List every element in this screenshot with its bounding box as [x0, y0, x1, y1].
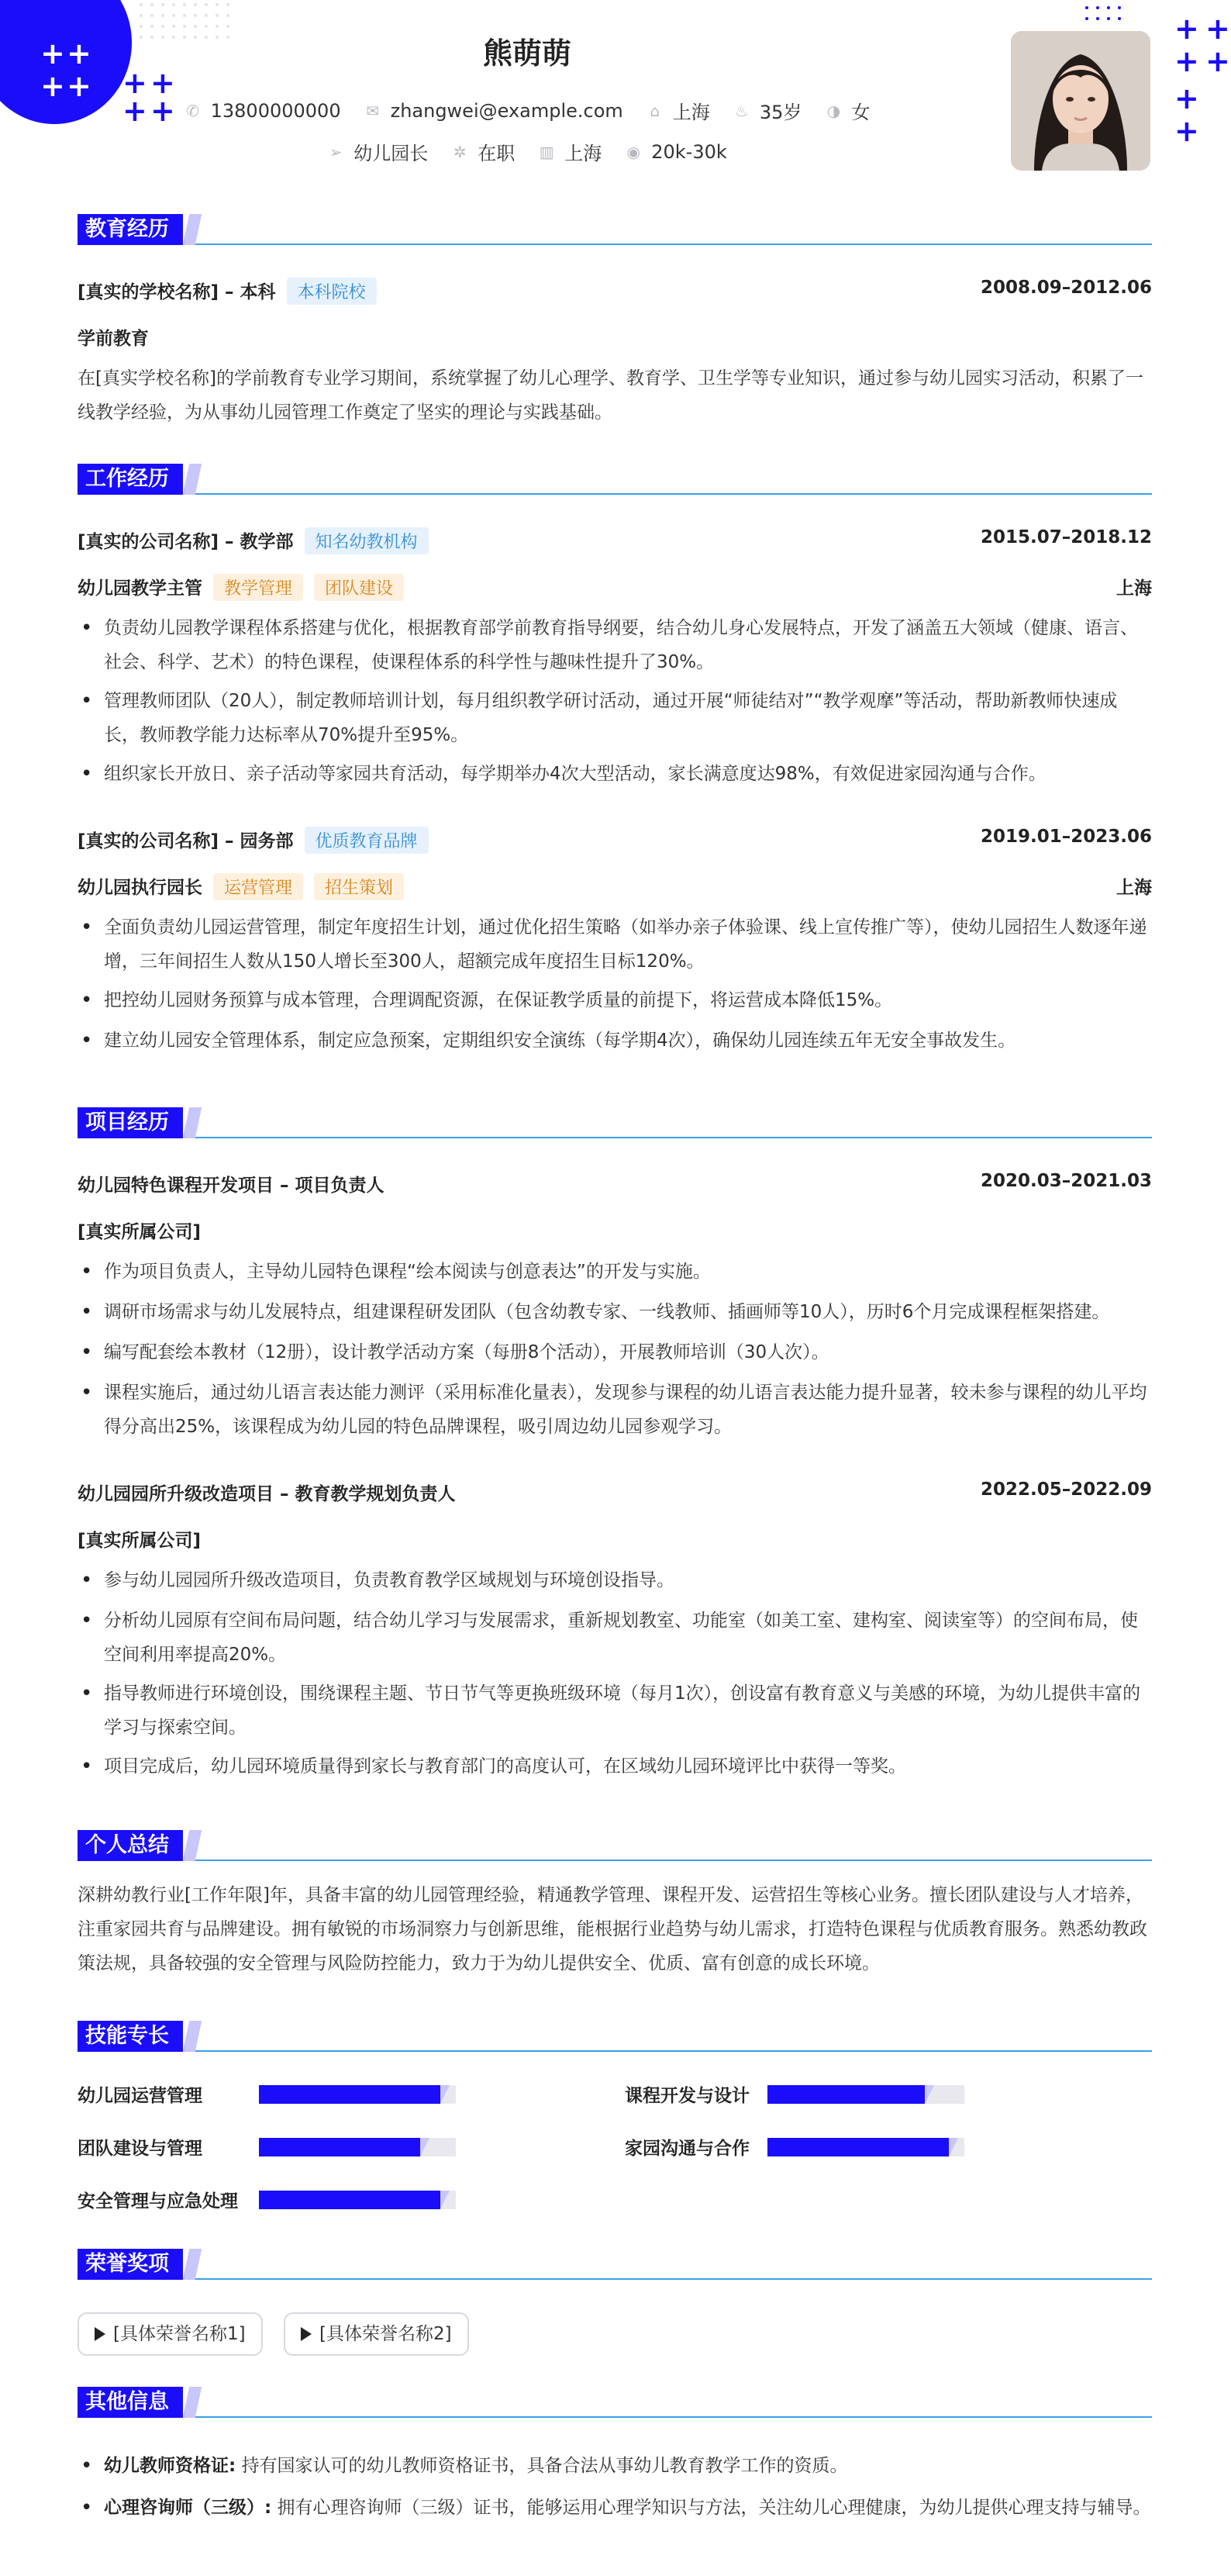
list-item: • 分析幼儿园原有空间布局问题，结合幼儿学习与发展需求，重新规划教室、功能室（如美工室、建构室、阅读室等）的空间布局，使空间利用率提高20%。	[78, 1604, 1152, 1672]
work-section	[78, 464, 1152, 1084]
education-period: 2008.09–2012.06	[980, 278, 1152, 298]
role-tag: 团队建设	[314, 574, 404, 601]
section-title-tail	[183, 2387, 202, 2418]
list-item: • 负责幼儿园教学课程体系搭建与优化，根据教育部学前教育指导纲要，结合幼儿身心发展特点，开发了涵盖五大领域（健康、语言、社会、科学、艺术）的特色课程，使课程体系的科学性与趣味性提升了30%。	[78, 611, 1152, 679]
list-item: • 组织家长开放日、亲子活动等家园共育活动，每学期举办4次大型活动，家长满意度达98%，有效促进家园沟通与合作。	[78, 757, 1152, 791]
target-city-item	[538, 138, 602, 165]
section-header	[78, 2387, 1152, 2418]
list-item: • 项目完成后，幼儿园环境质量得到家长与教育部门的高度认可，在区域幼儿园环境评比中获得一等奖。	[78, 1749, 1152, 1784]
city-item	[647, 97, 710, 124]
list-item: • 作为项目负责人，主导幼儿园特色课程“绘本阅读与创意表达”的开发与实施。	[78, 1255, 1152, 1289]
section-title-tail	[183, 2249, 202, 2280]
plus-icon: +	[40, 69, 65, 103]
work-period: 2019.01–2023.06	[980, 827, 1152, 847]
target-city-value: 上海	[564, 143, 602, 164]
skill-name: 幼儿园运营管理	[78, 2086, 202, 2106]
work-period: 2015.07–2018.12	[980, 527, 1152, 547]
skill-bar-fill	[767, 2085, 925, 2104]
age-item	[733, 97, 802, 124]
plus-icon: +	[1205, 12, 1230, 46]
skill-bar	[767, 2085, 964, 2104]
section-title: 荣誉奖项	[78, 2249, 183, 2280]
project-title: 幼儿园特色课程开发项目 – 项目负责人	[78, 1176, 384, 1196]
work-location: 上海	[1116, 878, 1152, 898]
age-value: 35岁	[759, 102, 802, 123]
section-title-tail	[183, 1830, 202, 1861]
candidate-name: 熊萌萌	[482, 36, 571, 71]
plus-icon: +	[67, 36, 91, 71]
school-tag: 本科院校	[287, 278, 377, 305]
skills-section	[78, 2021, 1152, 2222]
section-header	[78, 2021, 1152, 2052]
skill-bar-fill	[259, 2191, 440, 2209]
role-tag: 运营管理	[213, 873, 303, 900]
education-major: 学前教育	[78, 329, 149, 349]
skill-item	[625, 2134, 964, 2160]
project-company: [真实所属公司]	[78, 1531, 202, 1551]
contact-row	[0, 94, 1054, 128]
section-title-tail	[183, 214, 202, 245]
role-title: 幼儿园教学主管	[78, 578, 202, 599]
plus-icon: +	[150, 66, 175, 100]
work-entry-header	[78, 527, 1152, 554]
section-title-tail	[183, 1107, 202, 1138]
section-title: 技能专长	[78, 2021, 183, 2052]
phone-icon: ✆	[186, 101, 199, 120]
plus-icon: +	[122, 94, 147, 128]
list-item: • 把控幼儿园财务预算与成本管理，合理调配资源，在保证教学质量的前提下，将运营成本降低15%。	[78, 983, 1152, 1017]
avatar	[1011, 31, 1150, 171]
education-entry-header	[78, 278, 1152, 305]
projects-section	[78, 1107, 1152, 1790]
section-header	[78, 1830, 1152, 1861]
section-header	[78, 1107, 1152, 1138]
honor-badge	[78, 2312, 263, 2356]
skill-item	[78, 2187, 456, 2212]
company-name: [真实的公司名称] – 教学部	[78, 532, 294, 552]
city-value: 上海	[672, 102, 710, 123]
section-title-tail	[183, 2021, 202, 2052]
list-item: • 指导教师进行环境创设，围绕课程主题、节日节气等更换班级环境（每月1次），创设富有教育意义与美感的环境，为幼儿提供丰富的学习与探索空间。	[78, 1676, 1152, 1745]
gender-icon: ◑	[826, 101, 841, 120]
role-tag: 教学管理	[213, 574, 303, 601]
section-title: 教育经历	[78, 214, 183, 245]
honors-section	[78, 2249, 1152, 2365]
list-item: • 管理教师团队（20人），制定教师培训计划，每月组织教学研讨活动，通过开展“师徒结对”“教学观摩”等活动，帮助新教师快速成长，教师教学能力达标率从70%提升至95%。	[78, 684, 1152, 752]
company-tag: 优质教育品牌	[305, 827, 429, 854]
plus-icon: +	[122, 66, 147, 100]
skill-name: 家园沟通与合作	[625, 2139, 750, 2159]
skill-name: 团队建设与管理	[78, 2139, 202, 2159]
list-item	[78, 2491, 1152, 2525]
summary-text: 深耕幼教行业[工作年限]年，具备丰富的幼儿园管理经验，精通教学管理、课程开发、运营招生等核心业务。擅长团队建设与人才培养，注重家园共育与品牌建设。拥有敏锐的市场洞察力与创新思维，能根据行业趋势与幼儿需求，打造特色课程与优质教育服务。熟悉幼教政策法规，具备较强的安全管理与风险防控能力，致力于为幼儿提供安全、优质、富有创意的成长环境。	[78, 1885, 1147, 1973]
other-label: 幼儿教师资格证:	[104, 2456, 236, 2476]
portrait-image	[1011, 31, 1150, 171]
skill-item	[78, 2134, 456, 2160]
send-icon: ➢	[329, 142, 343, 161]
list-item: • 全面负责幼儿园运营管理，制定年度招生计划，通过优化招生策略（如举办亲子体验课、线上宣传推广等），使幼儿园招生人数逐年递增，三年间招生人数从150人增长至300人，超额完成年度招生目标120%。	[78, 910, 1152, 979]
email-item[interactable]	[364, 97, 623, 124]
skill-bar	[259, 2191, 456, 2209]
skill-bar-fill	[259, 2138, 420, 2156]
plus-icon: +	[1174, 81, 1199, 116]
plus-icon: +	[1174, 12, 1199, 46]
section-title: 工作经历	[78, 464, 183, 495]
home-icon: ⌂	[650, 101, 660, 120]
list-item: • 调研市场需求与幼儿发展特点，组建课程研发团队（包含幼教专家、一线教师、插画师等10人），历时6个月完成课程框架搭建。	[78, 1295, 1152, 1329]
list-item: • 参与幼儿园园所升级改造项目，负责教育教学区域规划与环境创设指导。	[78, 1563, 1152, 1597]
list-item: • 编写配套绘本教材（12册），设计教学活动方案（每册8个活动），开展教师培训（30人次）。	[78, 1335, 1152, 1369]
skill-bar	[767, 2138, 964, 2156]
company-tag: 知名幼教机构	[305, 527, 429, 554]
phone-item	[184, 97, 341, 124]
work-role-row	[78, 873, 1152, 900]
skill-item	[625, 2081, 964, 2107]
section-title: 项目经历	[78, 1107, 183, 1138]
gender-item	[825, 97, 870, 124]
company-name: [真实的公司名称] – 园务部	[78, 831, 294, 851]
cake-icon: ♨	[734, 101, 749, 120]
skill-bar	[259, 2138, 456, 2156]
mail-icon: ✉	[366, 101, 379, 120]
summary-section	[78, 1830, 1152, 2001]
project-company: [真实所属公司]	[78, 1222, 202, 1242]
building-icon: ▥	[539, 142, 554, 161]
list-item: • 课程实施后，通过幼儿语言表达能力测评（采用标准化量表），发现参与课程的幼儿语言表达能力提升显著，较未参与课程的幼儿平均得分高出25%，该课程成为幼儿园的特色品牌课程，吸引周边幼儿园参观学习。	[78, 1376, 1152, 1444]
other-text: 持有国家认可的幼儿教师资格证书，具备合法从事幼儿教育教学工作的资质。	[241, 2456, 848, 2476]
other-section	[78, 2387, 1152, 2573]
project-period: 2022.05–2022.09	[980, 1480, 1152, 1500]
play-icon	[301, 2327, 312, 2341]
gender-value: 女	[851, 102, 871, 123]
school-name: [真实的学校名称] – 本科	[78, 282, 276, 302]
section-title-tail	[183, 464, 202, 495]
intent-row	[0, 138, 1054, 165]
section-title: 其他信息	[78, 2387, 183, 2418]
salary-value: 20k-30k	[651, 140, 727, 163]
honor-badge	[284, 2312, 469, 2356]
work-role-row	[78, 574, 1152, 601]
skill-bar-fill	[767, 2138, 949, 2156]
plus-icon: +	[1174, 114, 1199, 148]
status-icon: ✲	[453, 142, 467, 161]
section-header	[78, 2249, 1152, 2280]
plus-icon: +	[150, 94, 175, 128]
other-text: 拥有心理咨询师（三级）证书，能够运用心理学知识与方法，关注幼儿心理健康，为幼儿提供心理支持与辅导。	[277, 2498, 1151, 2518]
role-tag: 招生策划	[314, 873, 404, 900]
section-header	[78, 464, 1152, 495]
section-title: 个人总结	[78, 1830, 183, 1861]
honor-label: [具体荣誉名称1]	[113, 2324, 246, 2344]
honor-label: [具体荣誉名称2]	[319, 2324, 452, 2344]
project-title: 幼儿园园所升级改造项目 – 教育教学规划负责人	[78, 1484, 456, 1504]
section-header	[78, 214, 1152, 245]
education-section	[78, 214, 1152, 439]
plus-icon: +	[40, 36, 65, 71]
project-period: 2020.03–2021.03	[980, 1171, 1152, 1191]
job-intent-value: 幼儿园长	[353, 143, 429, 164]
project-header	[78, 1480, 1152, 1505]
skill-bar	[259, 2085, 456, 2104]
work-location: 上海	[1116, 578, 1152, 599]
role-title: 幼儿园执行园长	[78, 878, 202, 898]
skill-bar-fill	[259, 2085, 440, 2104]
plus-icon: +	[67, 69, 91, 103]
skill-item	[78, 2081, 456, 2107]
project-header	[78, 1171, 1152, 1196]
skill-name: 课程开发与设计	[625, 2086, 750, 2106]
list-item	[78, 2449, 1152, 2483]
other-label: 心理咨询师（三级）:	[104, 2498, 272, 2518]
phone-value: 13800000000	[210, 99, 341, 122]
decorative-dots	[1085, 6, 1121, 20]
status-value: 在职	[478, 143, 516, 164]
email-value[interactable]: zhangwei@example.com	[390, 99, 623, 122]
list-item: • 建立幼儿园安全管理体系，制定应急预案，定期组织安全演练（每学期4次），确保幼儿园连续五年无安全事故发生。	[78, 1024, 1152, 1058]
plus-icon: +	[1174, 44, 1199, 78]
status-item	[451, 138, 515, 165]
salary-icon: ◉	[626, 142, 640, 161]
salary-item	[625, 138, 727, 165]
plus-icon: +	[1205, 44, 1230, 78]
education-description: 在[真实学校名称]的学前教育专业学习期间，系统掌握了幼儿心理学、教育学、卫生学等专业知识，通过参与幼儿园实习活动，积累了一线教学经验，为从事幼儿园管理工作奠定了坚实的理论与实践基础。	[78, 368, 1143, 423]
work-entry-header	[78, 827, 1152, 854]
skill-name: 安全管理与应急处理	[78, 2191, 238, 2212]
job-intent-item	[327, 138, 428, 165]
play-icon	[95, 2327, 105, 2341]
